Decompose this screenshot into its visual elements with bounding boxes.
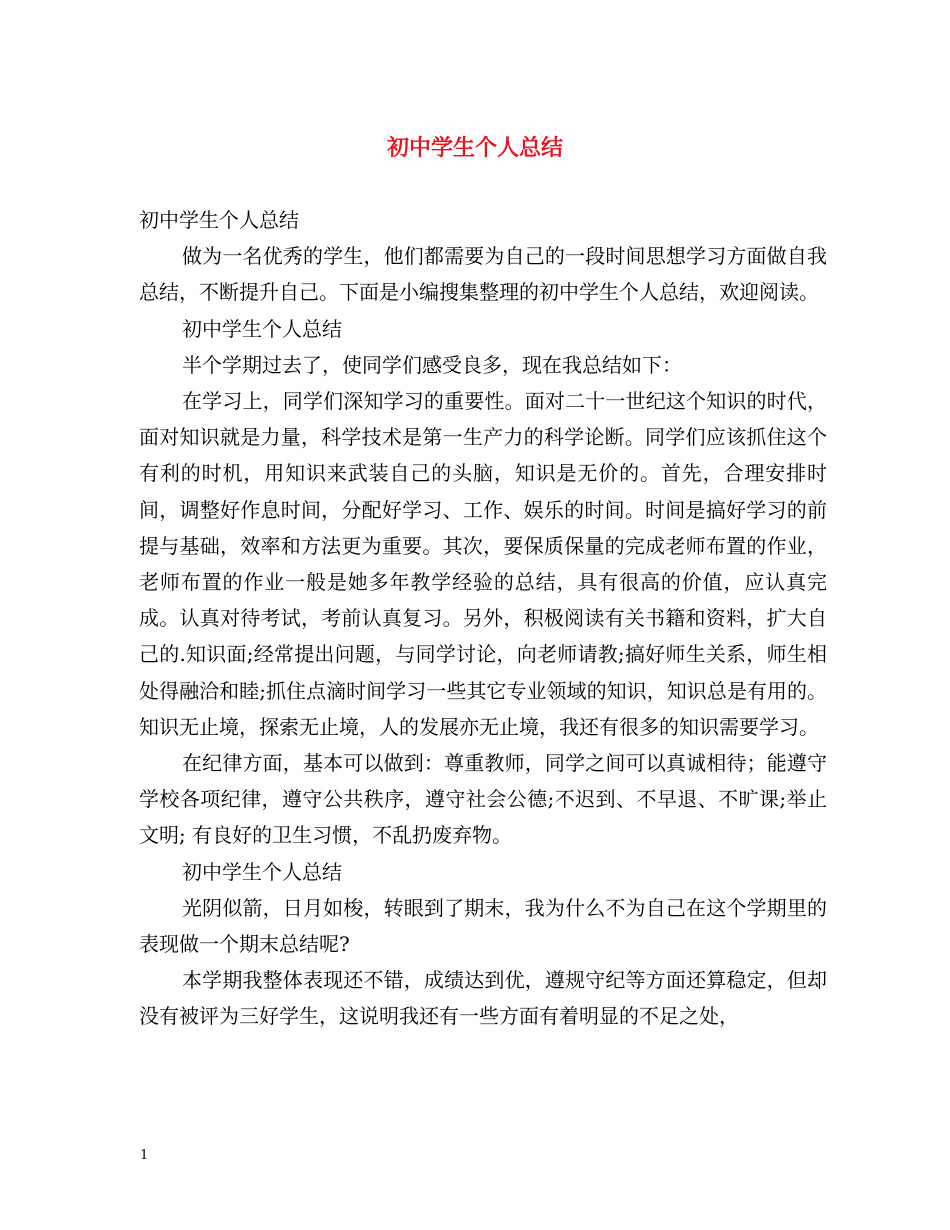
paragraph-summary-start: 半个学期过去了，使同学们感受良多，现在我总结如下： xyxy=(182,352,682,377)
paragraph-intro: 做为一名优秀的学生，他们都需要为自己的一段时间思想学习方面做自我总结，不断提升自己。下面是小编搜集整理的初中学生个人总结，欢迎阅读。 xyxy=(139,244,827,305)
paragraph-subheading: 初中学生个人总结 xyxy=(182,316,342,341)
paragraph-term-end: 光阴似箭，日月如梭，转眼到了期末，我为什么不为自己在这个学期里的表现做一个期末总结呢? xyxy=(139,895,827,957)
paragraph-performance: 本学期我整体表现还不错，成绩达到优，遵规守纪等方面还算稳定，但却没有被评为三好学生，这说明我还有一些方面有着明显的不足之处， xyxy=(139,968,827,1029)
document-title: 初中学生个人总结 xyxy=(386,135,563,161)
paragraph-study: 在学习上，同学们深知学习的重要性。面对二十一世纪这个知识的时代，面对知识就是力量，科学技术是第一生产力的科学论断。同学们应该抓住这个有利的时机，用知识来武装自己的头脑，知识是无价的。首先，合理安排时间，调整好作息时间，分配好学习、工作、娱乐的时间。时间是搞好学习的前提与基础，效率和方法更为重要。其次，要保质保量的完成老师布置的作业，老师布置的作业一般是她多年教学经验的总结，具有很高的价值，应认真完成。认真对待考试，考前认真复习。另外，积极阅读有关书籍和资料，扩大自己的.知识面;经常提出问题，与同学讨论，向老师请教;搞好师生关系，师生相处得融洽和睦;抓住点滴时间学习一些其它专业领域的知识，知识总是有用的。知识无止境，探索无止境，人的发展亦无止境，我还有很多的知识需要学习。 xyxy=(139,389,827,739)
page-number: 1 xyxy=(140,1148,149,1163)
document-body xyxy=(139,202,827,1035)
paragraph-subheading: 初中学生个人总结 xyxy=(182,859,342,884)
paragraph-discipline: 在纪律方面，基本可以做到：尊重教师，同学之间可以真诚相待；能遵守学校各项纪律，遵守公共秩序，遵守社会公德;不迟到、不早退、不旷课;举止文明; 有良好的卫生习惯，不乱扔废弃物。 xyxy=(139,751,827,848)
paragraph-heading: 初中学生个人总结 xyxy=(139,208,299,232)
